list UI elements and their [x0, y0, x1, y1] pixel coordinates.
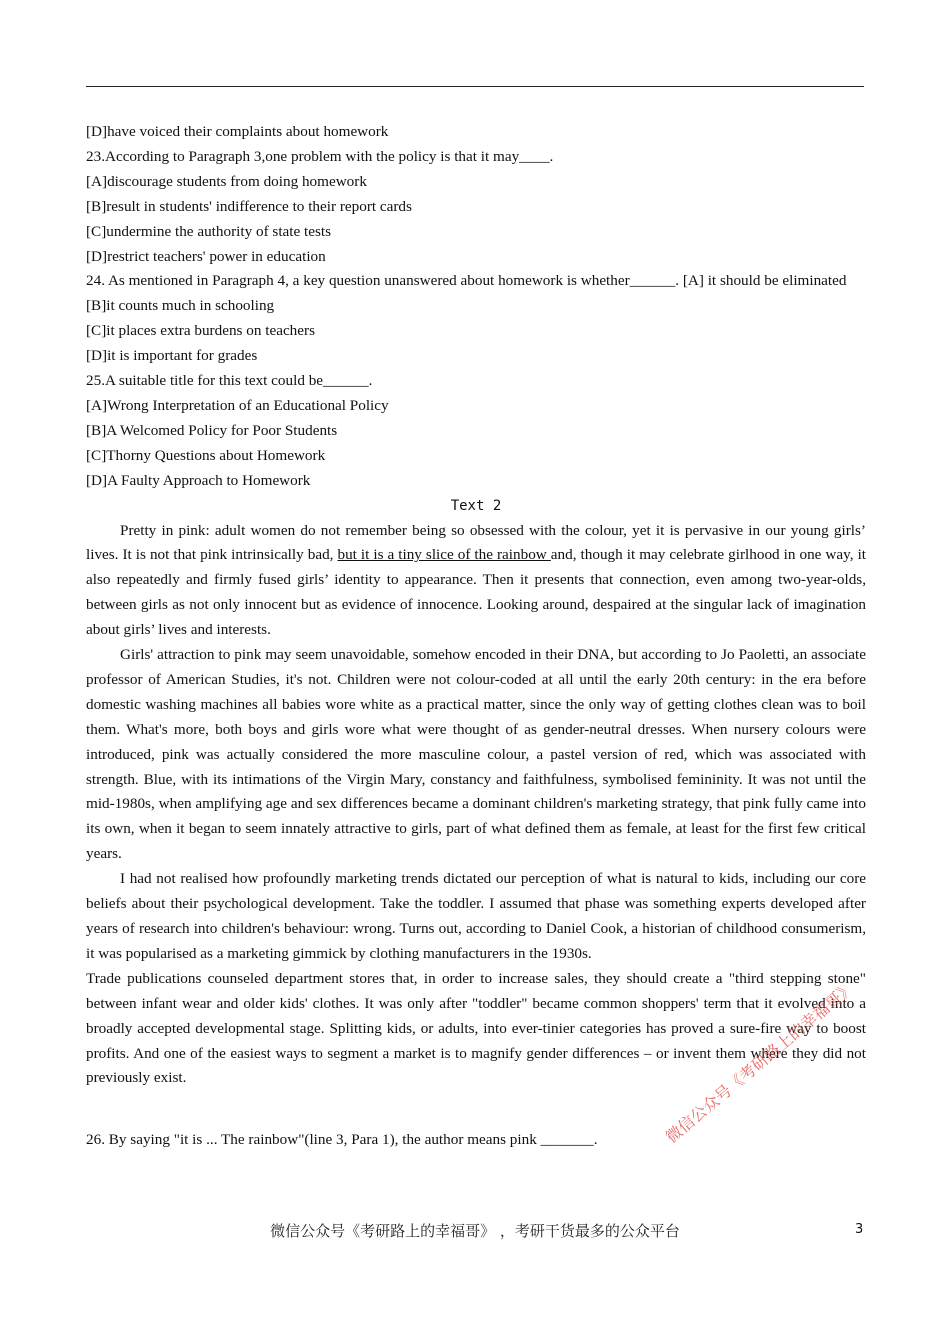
q24-option-b: [B]it counts much in schooling	[86, 297, 275, 315]
q24-option-c: [C]it places extra burdens on teachers	[86, 322, 315, 340]
q23-option-c: [C]undermine the authority of state tests	[86, 222, 332, 240]
q24-stem: 24. As mentioned in Paragraph 4, a key question unanswered about homework is whether______. [A] it should be eliminated	[86, 272, 847, 290]
p1-underlined-phrase: but it is a tiny slice of the rainbow	[337, 546, 551, 564]
text2-paragraph-1	[86, 519, 866, 644]
header-rule	[86, 86, 864, 87]
q25-option-b: [B]A Welcomed Policy for Poor Students	[86, 421, 338, 439]
page-content	[86, 120, 866, 1153]
watermark: 微信公众号《考研路上的幸福哥》	[661, 978, 859, 1147]
q25-option-d: [D]A Faulty Approach to Homework	[86, 471, 311, 489]
q23-option-b: [B]result in students' indifference to their report cards	[86, 197, 412, 215]
q25-option-a: [A]Wrong Interpretation of an Educational Policy	[86, 396, 389, 414]
q23-option-a: [A]discourage students from doing homework	[86, 172, 367, 190]
text2-paragraph-4: Trade publications counseled department stores that, in order to increase sales, they should create a "third stepping stone" between infant wear and older kids' clothes. It was only after "toddler" became common shoppers' term that it evolved into a broadly accepted developmental stage. Splitting kids, or adults, into ever-tinier categories has proved a sure-fire way to boost profits. And one of the easiest ways to segment a market is to magnify gender differences – or invent them where they did not previously exist.	[86, 969, 866, 1087]
q24-option-d: [D]it is important for grades	[86, 347, 258, 365]
text2-heading: Text 2	[450, 497, 502, 514]
footer-text: 微信公众号《考研路上的幸福哥》 ，考研干货最多的公众平台	[270, 1222, 680, 1240]
text2-paragraph-3: I had not realised how profoundly marketing trends dictated our perception of what is natural to kids, including our core beliefs about their psychological development. Take the toddler. I assumed that phase was something experts developed after years of research into children's behaviour: wrong. Turns out, according to Daniel Cook, a historian of childhood consumerism, it was popularised as a marketing gimmick by clothing manufacturers in the 1930s.	[86, 870, 866, 962]
q26-stem: 26. By saying "it is ... The rainbow"(line 3, Para 1), the author means pink _______.	[86, 1131, 598, 1149]
q25-option-c: [C]Thorny Questions about Homework	[86, 446, 326, 464]
q23-option-d: [D]restrict teachers' power in education	[86, 247, 326, 265]
q22-option-d: [D]have voiced their complaints about homework	[86, 123, 389, 140]
q23-stem: 23.According to Paragraph 3,one problem with the policy is that it may____.	[86, 147, 554, 165]
text2-paragraph-2: Girls' attraction to pink may seem unavoidable, somehow encoded in their DNA, but according to Jo Paoletti, an associate professor of American Studies, it's not. Children were not colour-coded at all until the early 20th century: in the era before domestic washing machines all babies wore white as a practical matter, since the only way of getting clothes clean was to boil them. What's more, both boys and girls wore what were thought of as gender-neutral dresses. When nursery colours were introduced, pink was actually considered the more masculine colour, a pastel version of red, which was associated with strength. Blue, with its intimations of the Virgin Mary, constancy and faithfulness, symbolised femininity. It was not until the mid-1980s, when amplifying age and sex differences became a dominant children's marketing strategy, that pink fully came into its own, when it began to seem innately attractive to girls, part of what defined them as female, at least for the first few critical years.	[86, 646, 866, 863]
page-number: 3	[855, 1222, 864, 1237]
spacer	[86, 1091, 866, 1128]
p1-end: and, though it may celebrate girlhood in one way, it also repeatedly and firmly fused girls’ identity to appearance. Then it presents that connection, even among two-year-olds, between girls as not only innocent but as evidence of innocence. Looking around, despaired at the singular lack of imagination about girls’ lives and interests.	[86, 546, 867, 639]
p1-start: Pretty in pink: adult women do not remember being so obsessed with the colour, yet it is pervasive in our young girls’ lives. It is not that pink intrinsically bad,	[86, 521, 866, 564]
q25-stem: 25.A suitable title for this text could be______.	[86, 372, 373, 390]
